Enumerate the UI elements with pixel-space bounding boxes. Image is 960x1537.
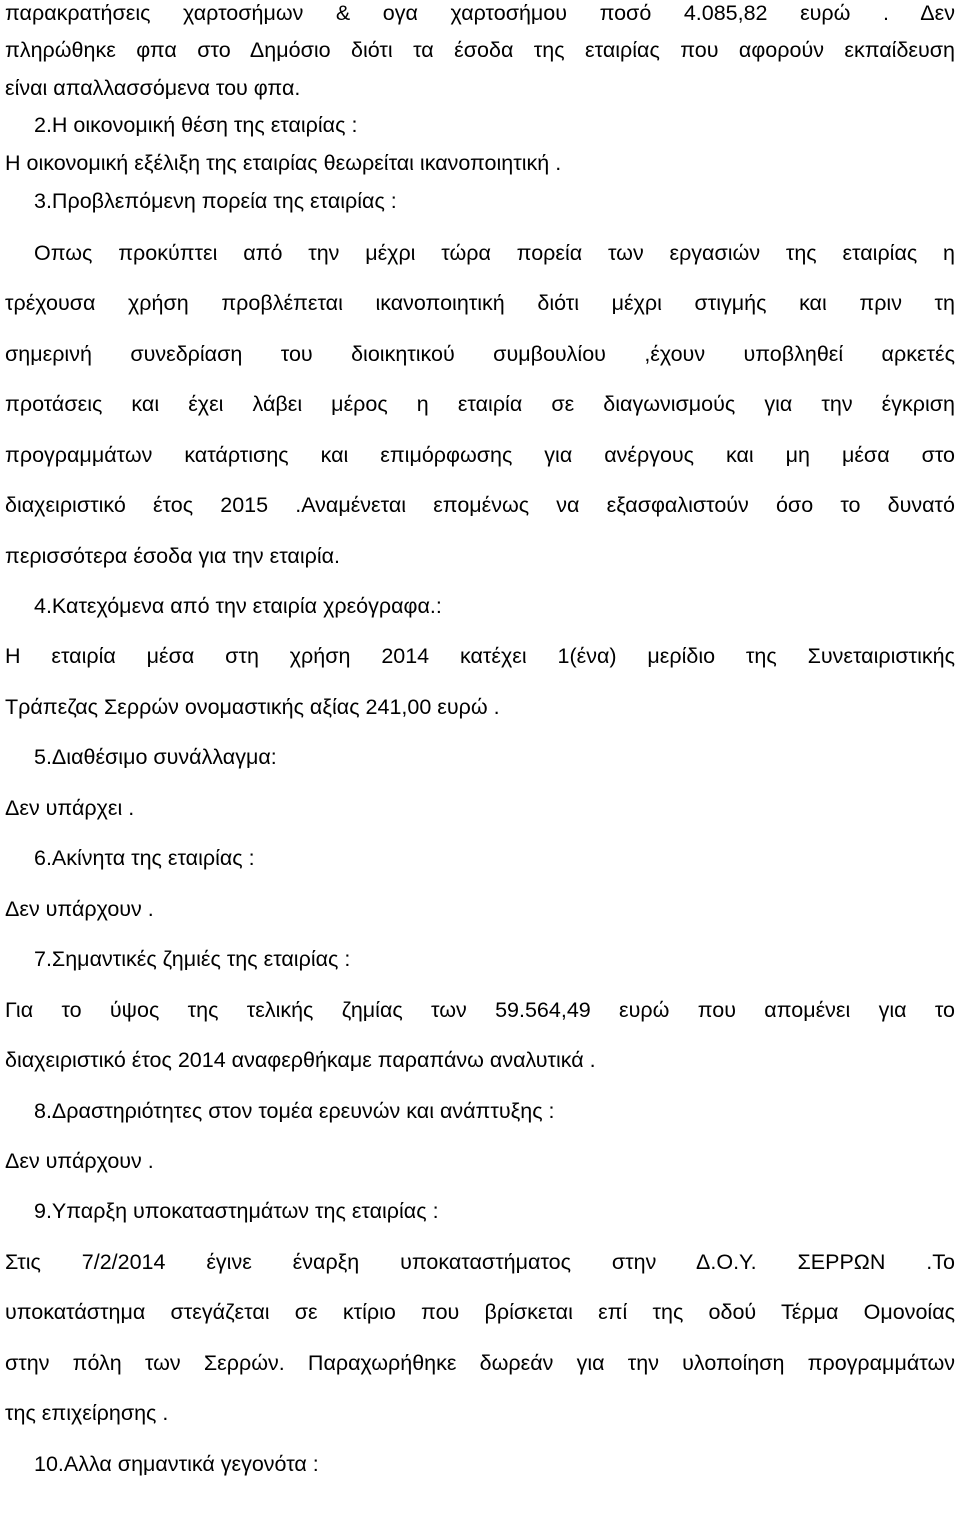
text-line: Δεν υπάρχει . xyxy=(5,796,135,820)
text-line: πληρώθηκε φπα στο Δημόσιο διότι τα έσοδα της εταιρίας που αφορούν εκπαίδευση xyxy=(5,38,955,62)
text-line: προτάσεις και έχει λάβει μέρος η εταιρία σε διαγωνισμούς για την έγκριση xyxy=(5,392,955,416)
text-line: είναι απαλλασσόμενα του φπα. xyxy=(5,76,301,100)
text-line: Η οικονομική εξέλιξη της εταιρίας θεωρείται ικανοποιητική . xyxy=(5,151,562,175)
text-line: υποκατάστημα στεγάζεται σε κτίριο που βρίσκεται επί της οδού Τέρμα Ομονοίας xyxy=(5,1300,955,1324)
section-heading-3: 3.Προβλεπόμενη πορεία της εταιρίας : xyxy=(34,189,397,213)
section-heading-8: 8.Δραστηριότητες στον τομέα ερευνών και ανάπτυξης : xyxy=(34,1099,555,1123)
text-line: παρακρατήσεις χαρτοσήμων & ογα χαρτοσήμου ποσό 4.085,82 ευρώ . Δεν xyxy=(5,1,955,25)
text-line: σημερινή συνεδρίαση του διοικητικού συμβουλίου ,έχουν υποβληθεί αρκετές xyxy=(5,342,955,366)
text-line: προγραμμάτων κατάρτισης και επιμόρφωσης για ανέργους και μη μέσα στο xyxy=(5,443,955,467)
text-line: τρέχουσα χρήση προβλέπεται ικανοποιητική διότι μέχρι στιγμής και πριν τη xyxy=(5,291,955,315)
section-heading-2: 2.Η οικονομική θέση της εταιρίας : xyxy=(34,113,358,137)
text-line: Δεν υπάρχουν . xyxy=(5,1149,154,1173)
text-line: διαχειριστικό έτος 2015 .Αναμένεται επομένως να εξασφαλιστούν όσο το δυνατό xyxy=(5,493,955,517)
text-line: Οπως προκύπτει από την μέχρι τώρα πορεία των εργασιών της εταιρίας η xyxy=(34,241,955,265)
section-heading-7: 7.Σημαντικές ζημιές της εταιρίας : xyxy=(34,947,351,971)
text-line: στην πόλη των Σερρών. Παραχωρήθηκε δωρεάν για την υλοποίηση προγραμμάτων xyxy=(5,1351,955,1375)
text-line: Η εταιρία μέσα στη χρήση 2014 κατέχει 1(ένα) μερίδιο της Συνεταιριστικής xyxy=(5,644,955,668)
text-line: Στις 7/2/2014 έγινε έναρξη υποκαταστήματος στην Δ.Ο.Υ. ΣΕΡΡΩΝ .Το xyxy=(5,1250,955,1274)
section-heading-5: 5.Διαθέσιμο συνάλλαγμα: xyxy=(34,745,277,769)
text-line: Τράπεζας Σερρών ονομαστικής αξίας 241,00 ευρώ . xyxy=(5,695,500,719)
section-heading-9: 9.Υπαρξη υποκαταστημάτων της εταιρίας : xyxy=(34,1199,439,1223)
text-line: Δεν υπάρχουν . xyxy=(5,897,154,921)
text-line: Για το ύψος της τελικής ζημίας των 59.564,49 ευρώ που απομένει για το xyxy=(5,998,955,1022)
section-heading-6: 6.Ακίνητα της εταιρίας : xyxy=(34,846,255,870)
text-line: περισσότερα έσοδα για την εταιρία. xyxy=(5,544,341,568)
section-heading-10: 10.Αλλα σημαντικά γεγονότα : xyxy=(34,1452,319,1476)
text-line: διαχειριστικό έτος 2014 αναφερθήκαμε παραπάνω αναλυτικά . xyxy=(5,1048,596,1072)
section-heading-4: 4.Κατεχόμενα από την εταιρία χρεόγραφα.: xyxy=(34,594,442,618)
text-line: της επιχείρησης . xyxy=(5,1401,169,1425)
